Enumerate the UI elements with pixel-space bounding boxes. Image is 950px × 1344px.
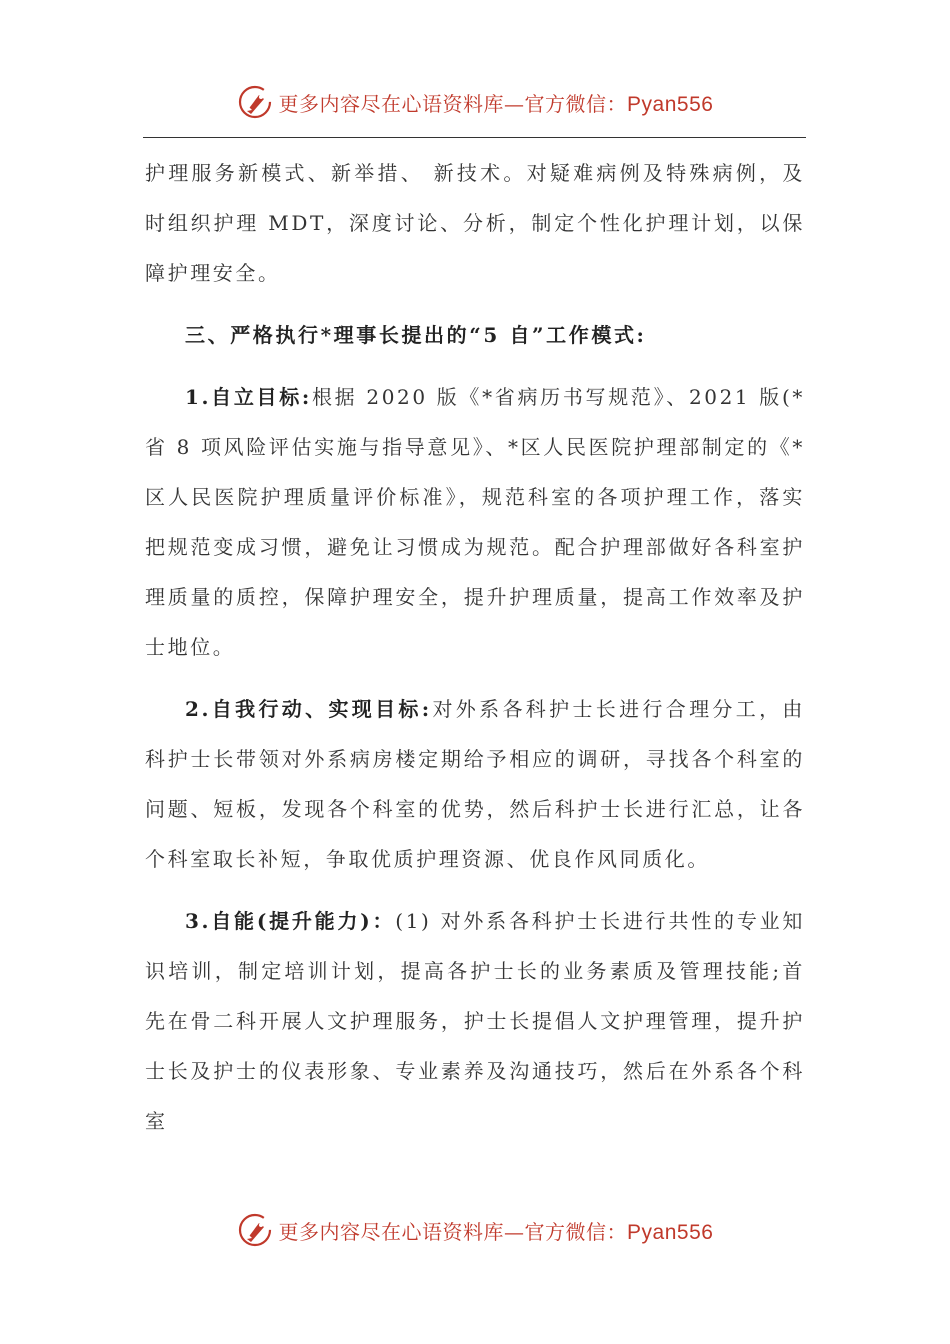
pen-nib-logo-icon bbox=[237, 84, 273, 120]
item-3-lead: 3.自能(提升能力)： bbox=[185, 909, 396, 933]
item-2-text: 对外系各科护士长进行合理分工，由科护士长带领对外系病房楼定期给予相应的调研，寻找各个科室的问题、短板，发现各个科室的优势，然后科护士长进行汇总，让各个科室取长补短，争取优质护理资源、优良作风同质化。 bbox=[145, 697, 805, 871]
pen-nib-logo-icon bbox=[237, 1212, 273, 1248]
section-heading: 三、严格执行*理事长提出的“5 自”工作模式: bbox=[185, 323, 647, 347]
header-wechat-handle: Pyan556 bbox=[627, 92, 714, 116]
header-banner-text: 更多内容尽在心语资料库—官方微信：Pyan556 bbox=[278, 91, 714, 116]
item-1-paragraph bbox=[145, 372, 805, 672]
item-1-text: 根据 2020 版《*省病历书写规范》、2021 版(*省 8 项风险评估实施与指导意见》、*区人民医院护理部制定的《*区人民医院护理质量评价标准》，规范科室的各项护理工作，落实把规范变成习惯，避免让习惯成为规范。配合护理部做好各科室护理质量的质控，保障护理安全，提升护理质量，提高工作效率及护士地位。 bbox=[145, 385, 805, 659]
item-2-lead: 2.自我行动、实现目标: bbox=[185, 697, 432, 721]
header-divider bbox=[143, 137, 806, 138]
item-1-lead: 1.自立目标: bbox=[185, 385, 312, 409]
footer-banner bbox=[0, 1208, 950, 1252]
item-2-paragraph bbox=[145, 684, 805, 884]
footer-wechat-handle: Pyan556 bbox=[627, 1220, 714, 1244]
footer-banner-text: 更多内容尽在心语资料库—官方微信：Pyan556 bbox=[278, 1219, 714, 1244]
item-3-text: (1) 对外系各科护士长进行共性的专业知识培训，制定培训计划，提高各护士长的业务素质及管理技能;首先在骨二科开展人文护理服务，护士长提倡人文护理管理，提升护士长及护士的仪表形象、专业素养及沟通技巧，然后在外系各个科室 bbox=[145, 909, 806, 1133]
paragraph-continuation: 护理服务新模式、新举措、 新技术。对疑难病例及特殊病例，及时组织护理 MDT，深度讨论、分析，制定个性化护理计划，以保障护理安全。 bbox=[145, 161, 805, 285]
item-3-paragraph bbox=[145, 896, 805, 1146]
document-body bbox=[145, 148, 805, 1146]
header-banner bbox=[0, 80, 950, 124]
